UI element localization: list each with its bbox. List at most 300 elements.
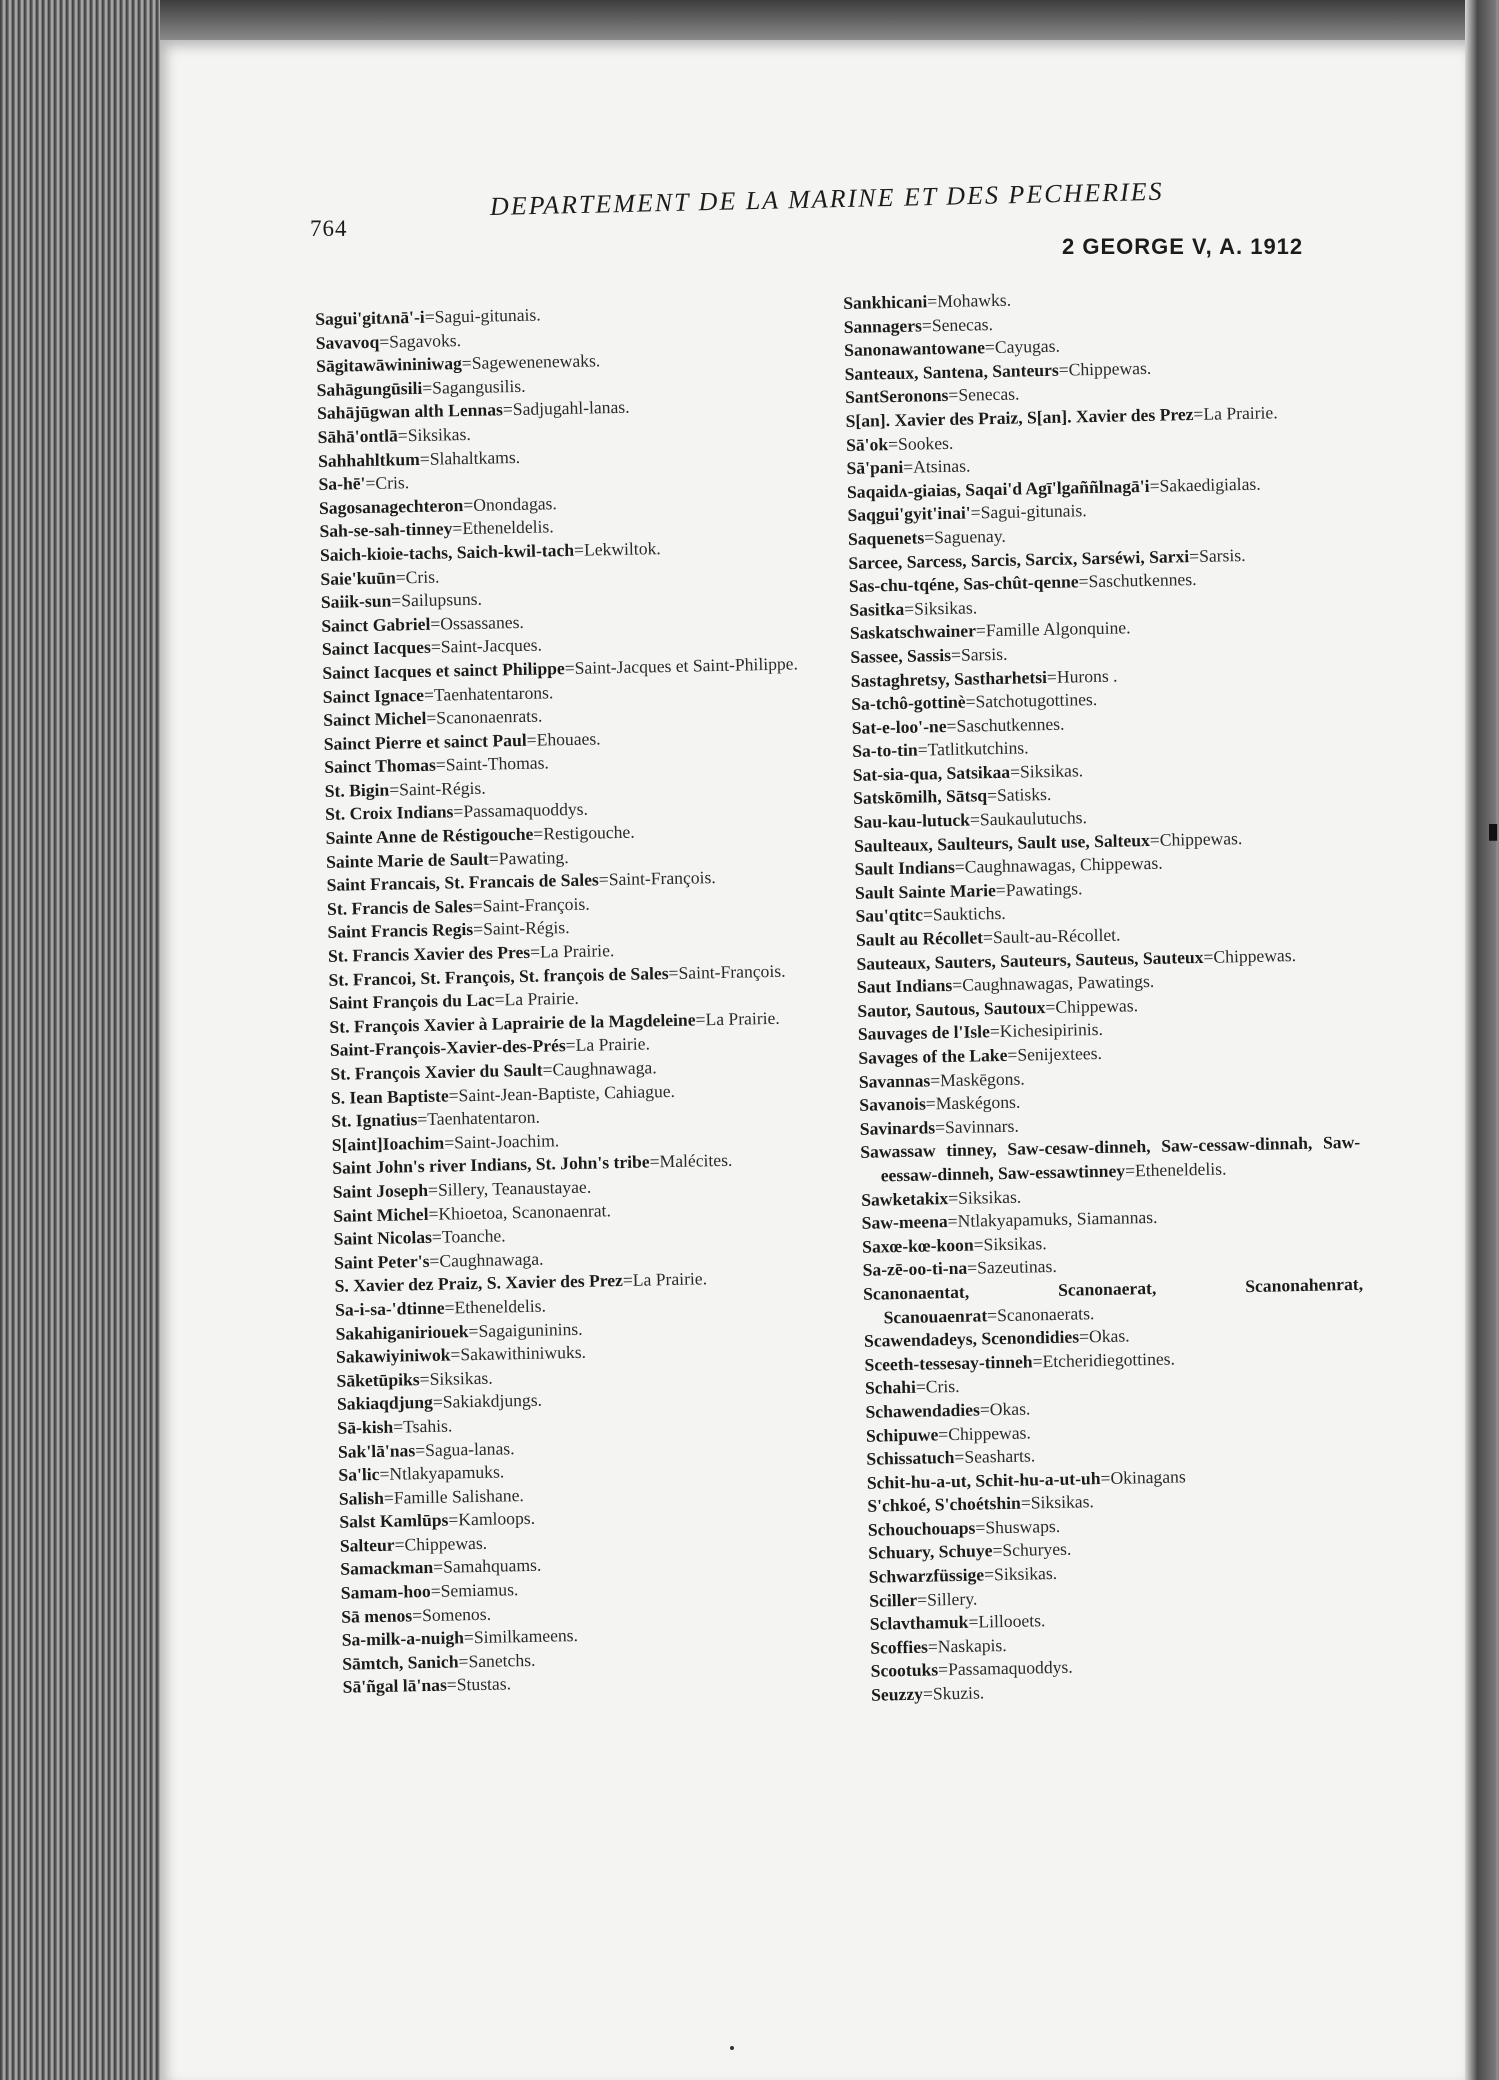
entry-term: Sau-kau-lutuck [853,809,971,832]
entry-definition: Siksikas. [1019,760,1084,782]
entry-term: Saint Nicolas [333,1226,433,1249]
entry-term: Saint Joseph [332,1179,429,1202]
entry-definition: Okas. [1088,1325,1130,1347]
equals-sign: = [1149,475,1160,496]
entry-definition: Lillooets. [978,1610,1046,1632]
entry-definition: Mohawks. [937,289,1012,312]
entry-definition: Lekwiltok. [583,538,661,560]
equals-sign: = [446,1674,457,1696]
entry-term: Savanois [859,1093,927,1116]
entry-term: St. Croix Indians [324,801,454,825]
entry-term: Sclavthamuk [869,1612,969,1634]
entry-definition: Sauktichs. [932,903,1006,925]
equals-sign: = [365,472,376,494]
equals-sign: = [430,1580,441,1601]
entry-term: St. Francis Xavier des Pres [327,941,531,966]
entry-term: Sault Indians [854,857,956,880]
entry-definition: Somenos. [421,1603,492,1625]
entry-term: Sawassaw tinney, Saw-cesaw-dinneh, Saw-cessaw-dinnah, Saw-eessaw-dinneh, Saw-essawtinney [860,1132,1361,1186]
entry-definition: Ossassanes. [440,611,525,634]
entry-definition: Chippewas. [948,1421,1032,1444]
entry-term: Sāhā'ontlā [317,425,398,447]
equals-sign: = [397,425,408,446]
entry-term: S[aint]Ioachim [331,1132,445,1155]
entry-term: Saint John's river Indians, St. John's tribe [332,1151,650,1179]
entry-term: Sā menos [341,1604,413,1627]
entry-term: Schipuwe [865,1423,939,1446]
equals-sign: = [427,1179,439,1200]
entry-term: Sas-chu-tqéne, Sas-chût-qenne [848,571,1079,597]
equals-sign: = [922,904,934,925]
entry-definition: La Prairie. [504,988,579,1010]
entry-definition: Sagui-gitunais. [434,304,541,327]
entry-definition: Skuzis. [932,1682,985,1704]
entry-definition: Chippewas. [1068,357,1152,380]
entry-term: S'chkoé, S'choétshin [867,1492,1022,1517]
equals-sign: = [1188,545,1200,566]
entry-definition: Khioetoa, Scanonaenrat. [438,1199,612,1224]
entry-term: Sainct Iacques [321,637,432,660]
entry-term: Sāgitawāwininiwag [315,353,463,377]
entry-term: Sagosanagechteron [318,494,464,518]
equals-sign: = [975,620,987,641]
equals-sign: = [983,1564,995,1585]
entry-term: Sauvages de l'Isle [857,1021,991,1045]
entry-term: Scootuks [870,1659,939,1682]
equals-sign: = [1032,1350,1043,1372]
entry-definition: Samahquams. [442,1555,542,1578]
entry-term: Sa'lic [338,1464,380,1485]
index-column-left [315,298,863,1700]
equals-sign: = [1020,1492,1031,1513]
entry-definition: Sarsis. [1198,544,1246,566]
entry-definition: Sagaiguninins. [478,1318,583,1341]
entry-term: Sat-e-loo'-ne [851,715,947,738]
entry-definition: Saguenay. [933,525,1006,548]
equals-sign: = [411,1604,423,1625]
entry-term: Saw-meena [861,1211,948,1233]
equals-sign: = [1045,996,1056,1017]
entry-definition: Maskégons. [935,1091,1021,1114]
equals-sign: = [1124,1160,1136,1181]
equals-sign: = [934,1116,946,1138]
entry-definition: Naskapis. [937,1634,1007,1657]
entry-term: Sautor, Sautous, Sautoux [857,996,1046,1021]
entry-term: Sarcee, Sarcess, Sarcis, Sarcix, Sarséwi, Sarxi [848,545,1190,573]
entry-term: Salish [338,1487,385,1509]
equals-sign: = [986,785,998,806]
entry-definition: Sakaedigialas. [1159,473,1261,496]
equals-sign: = [903,598,915,619]
entry-term: Sainte Marie de Sault [325,848,490,872]
entry-term: Seuzzy [870,1683,924,1705]
equals-sign: = [965,691,976,712]
equals-sign: = [952,974,963,996]
equals-sign: = [989,1021,1000,1042]
entry-definition: Saint-Joachim. [453,1130,560,1153]
equals-sign: = [992,1540,1003,1561]
entry-term: Sainct Pierre et sainct Paul [323,729,527,754]
entry-definition: Atsinas. [912,455,971,477]
entry-term: Saint-François-Xavier-des-Prés [329,1035,566,1061]
entry-term: Sault au Récollet [855,927,984,950]
entry-definition: Sakawithiniwuks. [460,1341,587,1365]
running-title: DEPARTEMENT DE LA MARINE ET DES PECHERIES [489,176,1164,221]
book-top-edge [0,0,1496,40]
entry-term: Saint François du Lac [328,989,495,1014]
entry-definition: Okinagans [1110,1466,1186,1488]
entry-definition: La Prairie. [632,1268,708,1291]
entry-definition: Saint-François. [608,867,716,890]
entry-definition: Saint-Régis. [398,777,486,800]
equals-sign: = [925,1093,936,1114]
equals-sign: = [389,779,400,800]
entry-definition: Siksikas. [983,1232,1047,1255]
entry-definition: Semiamus. [440,1579,519,1601]
index-column-right [843,282,1371,1707]
entry-definition: Saukaulutuchs. [979,807,1088,830]
equals-sign: = [431,1226,443,1247]
entry-term: Savavoq [315,331,380,353]
entry-term: Salteur [339,1534,395,1556]
entry-term: Sa-milk-a-nuigh [341,1627,465,1650]
entry-term: Scoffies [870,1636,929,1658]
entry-term: Salst Kamlūps [339,1509,449,1533]
entry-definition: Tatlitkutchins. [927,737,1029,760]
equals-sign: = [435,754,446,775]
entry-term: Satskōmilh, Sātsq [852,785,988,809]
entry-term: SantSeronons [844,385,949,408]
entry-definition: Savinnars. [944,1115,1019,1137]
entry-definition: Passamaquoddys. [947,1657,1073,1680]
entry-term: Sassee, Sassis [850,644,952,667]
equals-sign: = [526,729,537,750]
equals-sign: = [922,1683,934,1704]
entry-term: Savannas [858,1070,931,1092]
equals-sign: = [986,1304,998,1325]
entry-term: Saqgui'gyit'inai' [847,502,971,526]
entry-term: Saxœ-kœ-koon [861,1234,974,1257]
equals-sign: = [950,644,962,665]
entry-term: Sainct Iacques et sainct Philippe [322,657,565,683]
equals-sign: = [649,1151,660,1172]
equals-sign: = [968,1611,979,1632]
entry-definition: Satisks. [996,784,1052,806]
entry-definition: Siksikas. [913,597,978,619]
equals-sign: = [1193,403,1204,424]
entry-definition: Tsahis. [402,1415,453,1437]
entry-definition: Ntlakyapamuks, Siamannas. [957,1207,1158,1232]
equals-sign: = [461,353,472,374]
equals-sign: = [924,527,935,548]
equals-sign: = [1100,1467,1111,1488]
entry-term: Sainct Gabriel [321,613,431,636]
entry-term: Schuary, Schuye [868,1540,993,1564]
equals-sign: = [430,613,441,634]
equals-sign: = [969,809,981,830]
entry-definition: Famille Salishane. [393,1484,524,1508]
equals-sign: = [947,1211,958,1232]
entry-term: St. Francoi, St. François, St. françois de Sales [328,962,669,990]
equals-sign: = [424,306,435,327]
entry-term: S. Xavier dez Praiz, S. Xavier des Prez [334,1270,624,1297]
entry-definition: Saint-Jean-Baptiste, Cahiague. [458,1080,676,1105]
entry-term: Sa-i-sa-'dtinne [334,1297,445,1320]
entry-definition: Sanetchs. [468,1649,536,1672]
equals-sign: = [444,1297,455,1318]
entry-term: Schahi [864,1377,917,1399]
entry-definition: Ehouaes. [536,728,601,750]
entry-term: Samam-hoo [340,1581,431,1603]
entry-term: Savinards [859,1117,936,1139]
entry-definition: Onondagas. [473,492,558,515]
entry-definition: Sillery. [926,1588,978,1610]
equals-sign: = [573,539,585,560]
entry-term: Sahājūgwan alth Lennas [316,399,504,424]
equals-sign: = [430,636,441,658]
entry-definition: Sagavoks. [388,329,462,352]
equals-sign: = [1009,761,1021,782]
equals-sign: = [463,1627,475,1648]
equals-sign: = [379,1463,390,1485]
entry-term: St. Bigin [324,779,390,801]
equals-sign: = [432,1557,444,1578]
entry-term: Sā-kish [337,1416,394,1438]
equals-sign: = [954,856,965,878]
entry-term: Sa-hē' [318,473,366,495]
entry-definition: Scanonaerats. [996,1302,1095,1325]
entry-definition: Pawating. [498,846,569,869]
entry-definition: Schuryes. [1002,1539,1072,1561]
entry-term: Saquenets [847,527,925,549]
entry-definition: Toanche. [441,1225,506,1247]
entry-term: Sa-zē-oo-ti-na [862,1258,968,1281]
equals-sign: = [502,399,513,420]
equals-sign: = [927,291,938,312]
entry-definition: Saint-Thomas. [445,752,550,775]
equals-sign: = [948,1187,959,1208]
equals-sign: = [472,919,484,940]
equals-sign: = [542,1059,553,1080]
entry-definition: Senecas. [931,313,994,335]
equals-sign: = [529,941,541,962]
entry-definition: Chippewas. [1055,995,1139,1017]
entry-definition: Restigouche. [543,821,635,844]
entry-term: Schwarzfüssige [868,1564,985,1587]
equals-sign: = [419,448,430,469]
equals-sign: = [970,502,981,523]
margin-mark: ▮ [1487,818,1499,843]
entry-definition: Sagewenenewaks. [471,350,601,374]
entry-term: Schissatuch [866,1447,955,1469]
equals-sign: = [453,801,464,822]
session-label: 2 GEORGE V, A. 1912 [1062,234,1304,259]
equals-sign: = [930,1069,941,1090]
entry-definition: Sagua-lanas. [424,1437,515,1460]
entry-term: Scanonaentat, Scanonaerat, Scanonahenrat, Scanouaenrat [862,1273,1364,1327]
equals-sign: = [887,433,899,454]
entry-term: Schouchouaps [867,1517,976,1540]
equals-sign: = [488,848,499,869]
equals-sign: = [695,1009,706,1030]
entry-definition: Saschutkennes. [956,713,1065,736]
entry-term: Sakahiganiriouek [335,1320,469,1344]
equals-sign: = [565,1035,576,1056]
entry-definition: Chippewas. [1213,944,1297,967]
entry-term: S. Iean Baptiste [330,1085,449,1108]
equals-sign: = [946,715,957,736]
equals-sign: = [916,1589,928,1610]
equals-sign: = [1149,829,1160,850]
entry-definition: Maskēgons. [939,1068,1025,1090]
entry-definition: Malécites. [659,1150,733,1172]
equals-sign: = [383,1487,395,1508]
entry-term: Sauteaux, Sauters, Sauteurs, Sauteus, Sauteux [856,946,1204,974]
entry-term: Sainct Michel [323,707,427,731]
entry-definition: La Prairie. [1203,402,1278,424]
entry-definition: Caughnawagas, Pawatings. [962,971,1155,995]
entry-term: Sastaghretsy, Sastharhetsi [850,666,1048,691]
entry-definition: Senecas. [958,383,1020,406]
entry-term: Samackman [340,1557,434,1580]
equals-sign: = [979,1399,990,1420]
entry-term: Saie'kuūn [320,566,396,589]
entry-definition: Siksikas. [429,1367,493,1389]
entry-term: Schit-hu-a-ut, Schit-hu-a-ut-uh [866,1467,1101,1493]
entry-term: Sasitka [849,598,905,620]
equals-sign: = [917,739,928,760]
entry-term: Sāmtch, Sanich [342,1651,459,1674]
entry-definition: Sazeutinas. [976,1256,1057,1278]
equals-sign: = [428,1203,439,1224]
entry-term: St. Francis de Sales [326,895,473,919]
entry-definition: Senijextees. [1017,1042,1103,1065]
equals-sign: = [975,1517,986,1538]
equals-sign: = [463,494,474,515]
equals-sign: = [419,1368,430,1389]
equals-sign: = [937,1659,949,1680]
page-stack-edge [0,0,160,2080]
equals-sign: = [448,1509,459,1530]
entry-definition: Saint-Jacques. [440,634,543,657]
equals-sign: = [938,1423,949,1444]
equals-sign: = [394,1534,405,1555]
entry-definition: Kichesipirinis. [999,1019,1104,1042]
entry-definition: Sakiakdjungs. [442,1389,543,1412]
entry-definition: Stustas. [456,1673,512,1695]
entry-definition: Siksikas. [407,423,471,446]
entry-definition: Siksikas. [957,1186,1022,1208]
entry-definition: Sillery, Teanaustayae. [437,1176,592,1200]
equals-sign: = [1007,1044,1018,1065]
entry-term: Sāketūpiks [336,1368,420,1391]
entry-definition: Kamloops. [458,1508,536,1530]
entry-definition: Pawatings. [1005,878,1083,900]
equals-sign: = [984,337,996,358]
equals-sign: = [1078,1326,1090,1347]
entry-term: Sceeth-tessesay-tinneh [864,1351,1033,1375]
equals-sign: = [564,657,575,678]
equals-sign: = [414,1439,426,1460]
book-right-edge [1465,0,1496,2080]
entry-definition: La Prairie. [575,1033,651,1056]
entry-term: Sagui'gitʌnā'-i [315,306,425,329]
entry-definition: Cayugas. [994,335,1061,358]
entry-definition: Sarsis. [960,643,1008,665]
equals-sign: = [995,879,1006,900]
equals-sign: = [973,1234,984,1255]
equals-sign: = [1058,359,1069,380]
equals-sign: = [954,1446,965,1468]
entry-definition: Saint-Régis. [482,917,570,940]
entry-term: Santeaux, Santena, Santeurs [844,359,1059,384]
equals-sign: = [443,1132,455,1153]
entry-definition: Okas. [989,1398,1031,1420]
equals-sign: = [468,1320,479,1341]
entry-definition: Etheneldelis. [462,516,554,539]
equals-sign: = [391,590,402,611]
equals-sign: = [622,1270,633,1291]
entry-term: Sā'pani [846,456,904,479]
equals-sign: = [379,331,390,352]
equals-sign: = [982,927,994,948]
equals-sign: = [458,1651,469,1672]
entry-term: Saut Indians [856,975,953,998]
equals-sign: = [417,1109,428,1130]
entry-term: Sanonawantowane [843,337,986,361]
equals-sign: = [422,377,433,398]
equals-sign: = [423,684,435,705]
entry-term: Sakiaqdjung [336,1392,434,1415]
entry-definition: Sagui-gitunais. [980,500,1087,523]
entry-definition: Sailupsuns. [401,588,483,611]
entry-definition: Sookes. [897,432,954,454]
entry-term: Sat-sia-qua, Satsikaa [852,761,1011,785]
equals-sign: = [393,1416,404,1437]
entry-definition: Taenhatentaron. [427,1106,541,1130]
entry-definition: Siksikas. [993,1563,1058,1585]
page-number: 764 [310,216,348,241]
entry-definition: Chippewas. [1159,827,1243,850]
entry-definition: Seasharts. [964,1445,1036,1467]
entry-term: Sakawiyiniwok [335,1344,451,1367]
entry-definition: Cris. [925,1376,960,1397]
entry-term: Sainct Thomas [324,754,437,778]
entry-term: Scawendadeys, Scenondidies [863,1326,1080,1351]
equals-sign: = [426,707,437,728]
entry-term: Saulteaux, Saulteurs, Sault use, Salteux [853,829,1150,856]
equals-sign: = [927,1636,938,1657]
entry-term: Sawketakix [861,1187,949,1210]
entry-definition: Slahaltkams. [429,446,521,469]
entry-term: Sā'ñgal lā'nas [342,1675,448,1698]
equals-sign: = [450,1344,461,1365]
entry-term: Saint Peter's [333,1250,430,1273]
entry-definition: Etheneldelis. [454,1295,547,1318]
entry-definition: Taenhatentarons. [433,681,554,705]
entry-definition: Similkameens. [473,1625,579,1648]
equals-sign: = [395,566,406,587]
entry-definition: Saint-Jacques et Saint-Philippe. [574,653,799,678]
entry-definition: La Prairie. [705,1007,780,1030]
entry-term: Sau'qtitc [855,904,924,927]
equals-sign: = [948,385,959,406]
entry-definition: Caughnawaga. [552,1057,657,1080]
entry-term: Sah-se-sah-tinney [319,518,453,542]
entry-definition: Saint-François. [482,893,590,916]
entry-definition: Saschutkennes. [1088,569,1197,592]
entry-term: Saich-kioie-tachs, Saich-kwil-tach [319,539,575,565]
